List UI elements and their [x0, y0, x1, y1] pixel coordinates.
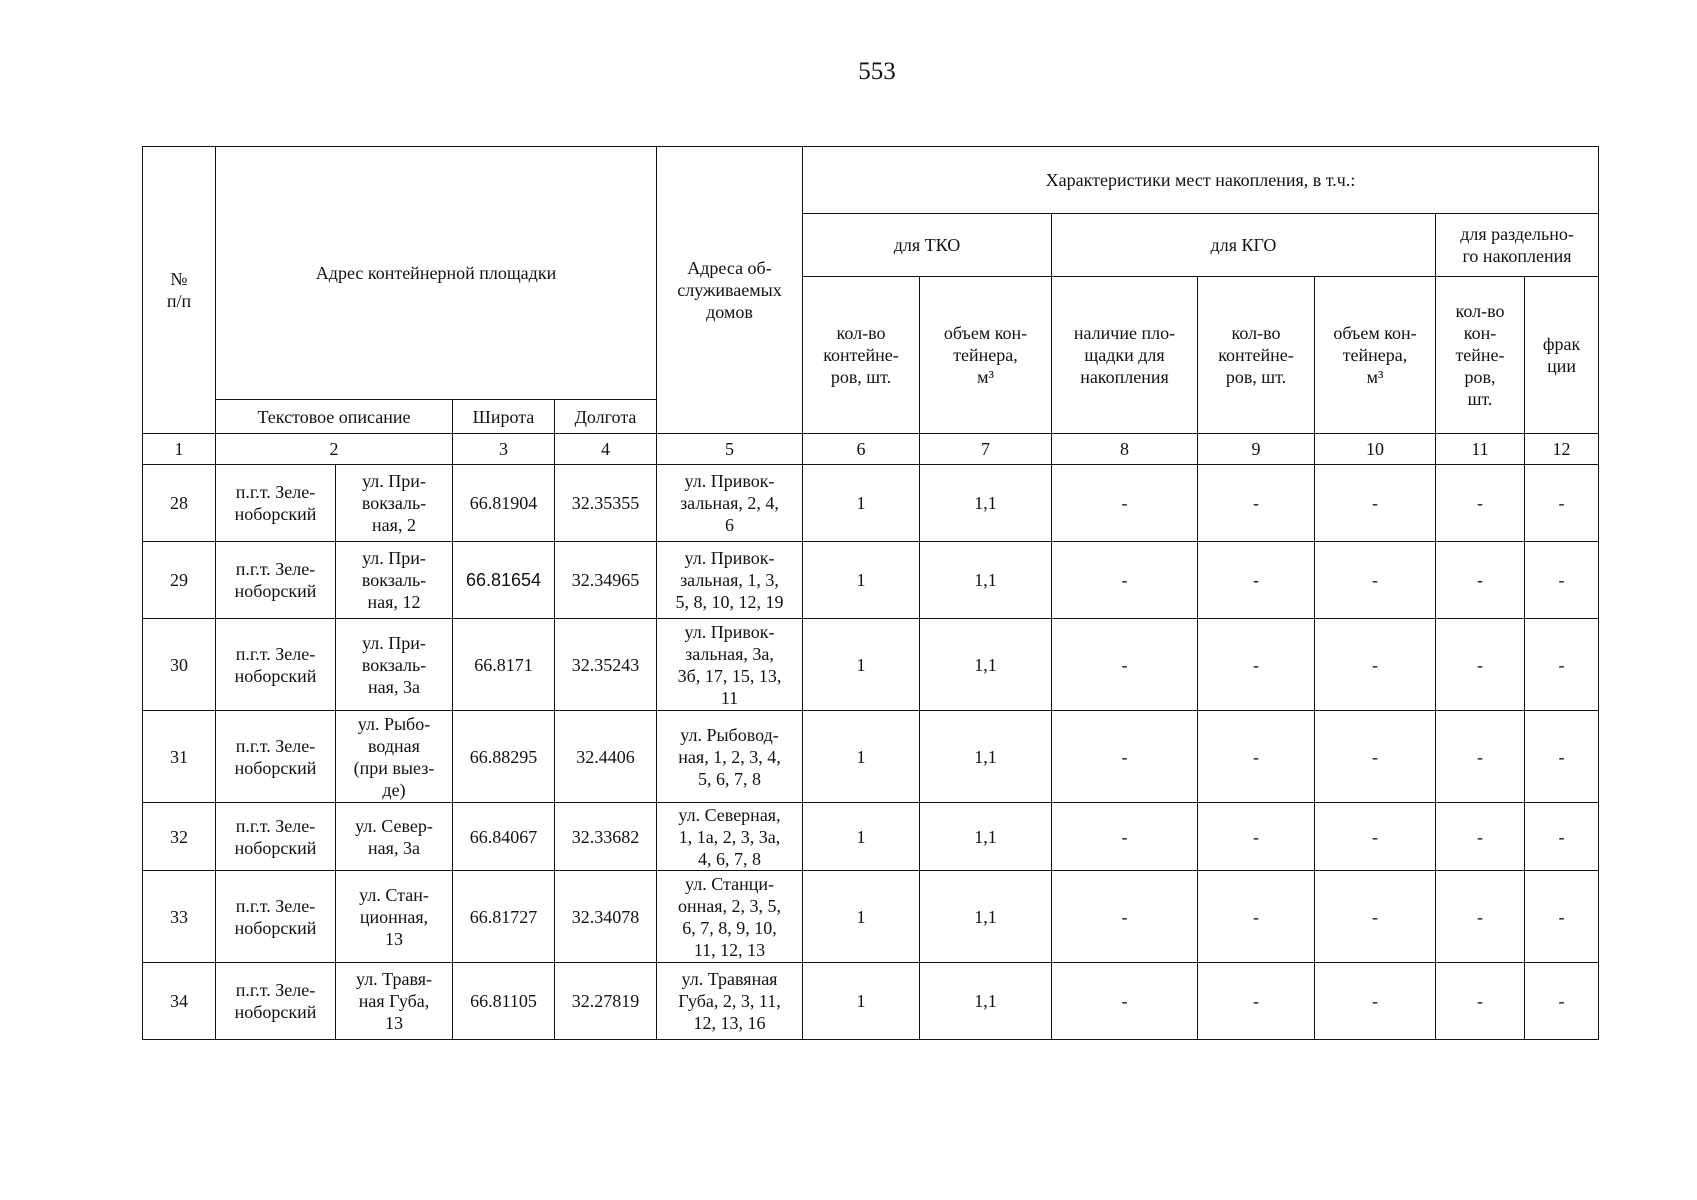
- row-tko-count: 1: [803, 711, 920, 803]
- column-number: 7: [920, 434, 1052, 465]
- row-settlement: п.г.т. Зеле- ноборский: [216, 542, 336, 619]
- row-kgo-count: -: [1198, 871, 1315, 963]
- row-kgo-volume: -: [1315, 803, 1436, 871]
- row-longitude: 32.35355: [555, 465, 657, 542]
- row-kgo-volume: -: [1315, 871, 1436, 963]
- row-street: ул. При- вокзаль- ная, 12: [336, 542, 453, 619]
- row-kgo-site: -: [1052, 871, 1198, 963]
- row-served-houses: ул. Станци- онная, 2, 3, 5, 6, 7, 8, 9, 10, 11, 12, 13: [657, 871, 803, 963]
- row-street: ул. Травя- ная Губа, 13: [336, 963, 453, 1040]
- column-number: 4: [555, 434, 657, 465]
- table-row: [143, 542, 1599, 619]
- row-kgo-site: -: [1052, 963, 1198, 1040]
- row-sep-fractions: -: [1525, 803, 1599, 871]
- column-number: 2: [216, 434, 453, 465]
- row-sep-count: -: [1436, 711, 1525, 803]
- row-longitude: 32.34078: [555, 871, 657, 963]
- row-street: ул. При- вокзаль- ная, 3а: [336, 619, 453, 711]
- row-tko-count: 1: [803, 619, 920, 711]
- row-kgo-volume: -: [1315, 542, 1436, 619]
- table-row: [143, 963, 1599, 1040]
- column-number: 6: [803, 434, 920, 465]
- row-latitude: 66.81727: [453, 871, 555, 963]
- row-tko-count: 1: [803, 465, 920, 542]
- row-sep-count: -: [1436, 542, 1525, 619]
- row-number: 29: [143, 542, 216, 619]
- row-tko-volume: 1,1: [920, 465, 1052, 542]
- row-settlement: п.г.т. Зеле- ноборский: [216, 803, 336, 871]
- column-number-row: [143, 434, 1599, 465]
- row-longitude: 32.27819: [555, 963, 657, 1040]
- table-row: [143, 465, 1599, 542]
- row-kgo-count: -: [1198, 711, 1315, 803]
- row-sep-fractions: -: [1525, 711, 1599, 803]
- row-tko-volume: 1,1: [920, 963, 1052, 1040]
- header-number: № п/п: [143, 147, 216, 434]
- header-sep-count: кол-во кон- тейне- ров, шт.: [1436, 277, 1525, 434]
- header-longitude: Долгота: [555, 400, 657, 434]
- row-longitude: 32.4406: [555, 711, 657, 803]
- header-sep-fractions: фрак ции: [1525, 277, 1599, 434]
- row-sep-count: -: [1436, 465, 1525, 542]
- row-served-houses: ул. Привок- зальная, 2, 4, 6: [657, 465, 803, 542]
- row-kgo-volume: -: [1315, 711, 1436, 803]
- row-kgo-volume: -: [1315, 963, 1436, 1040]
- page-number: 553: [858, 58, 896, 85]
- row-latitude: 66.81654: [453, 542, 555, 619]
- table-row: [143, 619, 1599, 711]
- header-characteristics: Характеристики мест накопления, в т.ч.:: [803, 147, 1599, 214]
- row-tko-volume: 1,1: [920, 711, 1052, 803]
- row-kgo-volume: -: [1315, 619, 1436, 711]
- row-tko-volume: 1,1: [920, 803, 1052, 871]
- row-latitude: 66.88295: [453, 711, 555, 803]
- column-number: 11: [1436, 434, 1525, 465]
- header-latitude: Широта: [453, 400, 555, 434]
- row-street: ул. Стан- ционная, 13: [336, 871, 453, 963]
- row-number: 31: [143, 711, 216, 803]
- row-number: 33: [143, 871, 216, 963]
- row-kgo-volume: -: [1315, 465, 1436, 542]
- row-served-houses: ул. Привок- зальная, 3а, 3б, 17, 15, 13, 11: [657, 619, 803, 711]
- header-text-description: Текстовое описание: [216, 400, 453, 434]
- header-kgo-count: кол-во контейне- ров, шт.: [1198, 277, 1315, 434]
- column-number: 8: [1052, 434, 1198, 465]
- row-kgo-site: -: [1052, 803, 1198, 871]
- column-number: 3: [453, 434, 555, 465]
- row-served-houses: ул. Рыбовод- ная, 1, 2, 3, 4, 5, 6, 7, 8: [657, 711, 803, 803]
- column-number: 10: [1315, 434, 1436, 465]
- row-served-houses: ул. Привок- зальная, 1, 3, 5, 8, 10, 12, 19: [657, 542, 803, 619]
- row-tko-volume: 1,1: [920, 871, 1052, 963]
- column-number: 5: [657, 434, 803, 465]
- row-latitude: 66.8171: [453, 619, 555, 711]
- row-sep-count: -: [1436, 963, 1525, 1040]
- row-settlement: п.г.т. Зеле- ноборский: [216, 465, 336, 542]
- row-number: 30: [143, 619, 216, 711]
- column-number: 12: [1525, 434, 1599, 465]
- row-sep-fractions: -: [1525, 542, 1599, 619]
- row-sep-fractions: -: [1525, 963, 1599, 1040]
- row-sep-count: -: [1436, 871, 1525, 963]
- row-sep-count: -: [1436, 619, 1525, 711]
- row-served-houses: ул. Травяная Губа, 2, 3, 11, 12, 13, 16: [657, 963, 803, 1040]
- row-tko-count: 1: [803, 542, 920, 619]
- header-served-houses: Адреса об- служиваемых домов: [657, 147, 803, 434]
- row-kgo-count: -: [1198, 542, 1315, 619]
- row-sep-fractions: -: [1525, 465, 1599, 542]
- header-separate: для раздельно- го накопления: [1436, 214, 1599, 277]
- header-kgo: для КГО: [1052, 214, 1436, 277]
- row-kgo-site: -: [1052, 711, 1198, 803]
- row-settlement: п.г.т. Зеле- ноборский: [216, 963, 336, 1040]
- row-number: 34: [143, 963, 216, 1040]
- header-address-group: Адрес контейнерной площадки: [216, 147, 657, 400]
- header-kgo-volume: объем кон- тейнера, м³: [1315, 277, 1436, 434]
- row-settlement: п.г.т. Зеле- ноборский: [216, 711, 336, 803]
- row-number: 32: [143, 803, 216, 871]
- row-tko-count: 1: [803, 963, 920, 1040]
- row-longitude: 32.34965: [555, 542, 657, 619]
- row-kgo-site: -: [1052, 619, 1198, 711]
- row-kgo-site: -: [1052, 465, 1198, 542]
- row-street: ул. Рыбо- водная (при выез- де): [336, 711, 453, 803]
- table-row: [143, 711, 1599, 803]
- row-latitude: 66.84067: [453, 803, 555, 871]
- table-row: [143, 803, 1599, 871]
- row-tko-volume: 1,1: [920, 619, 1052, 711]
- row-served-houses: ул. Северная, 1, 1а, 2, 3, 3а, 4, 6, 7, 8: [657, 803, 803, 871]
- row-street: ул. Север- ная, 3а: [336, 803, 453, 871]
- row-longitude: 32.33682: [555, 803, 657, 871]
- container-sites-table: [142, 146, 1599, 1040]
- header-tko-count: кол-во контейне- ров, шт.: [803, 277, 920, 434]
- column-number: 1: [143, 434, 216, 465]
- row-sep-fractions: -: [1525, 871, 1599, 963]
- row-street: ул. При- вокзаль- ная, 2: [336, 465, 453, 542]
- row-sep-fractions: -: [1525, 619, 1599, 711]
- row-longitude: 32.35243: [555, 619, 657, 711]
- header-tko-volume: объем кон- тейнера, м³: [920, 277, 1052, 434]
- row-tko-volume: 1,1: [920, 542, 1052, 619]
- row-kgo-site: -: [1052, 542, 1198, 619]
- header-kgo-site: наличие пло- щадки для накопления: [1052, 277, 1198, 434]
- row-kgo-count: -: [1198, 803, 1315, 871]
- row-kgo-count: -: [1198, 963, 1315, 1040]
- row-latitude: 66.81105: [453, 963, 555, 1040]
- row-settlement: п.г.т. Зеле- ноборский: [216, 619, 336, 711]
- row-latitude: 66.81904: [453, 465, 555, 542]
- table-row: [143, 871, 1599, 963]
- row-tko-count: 1: [803, 803, 920, 871]
- row-sep-count: -: [1436, 803, 1525, 871]
- row-tko-count: 1: [803, 871, 920, 963]
- header-tko: для ТКО: [803, 214, 1052, 277]
- row-kgo-count: -: [1198, 619, 1315, 711]
- row-settlement: п.г.т. Зеле- ноборский: [216, 871, 336, 963]
- row-number: 28: [143, 465, 216, 542]
- column-number: 9: [1198, 434, 1315, 465]
- row-kgo-count: -: [1198, 465, 1315, 542]
